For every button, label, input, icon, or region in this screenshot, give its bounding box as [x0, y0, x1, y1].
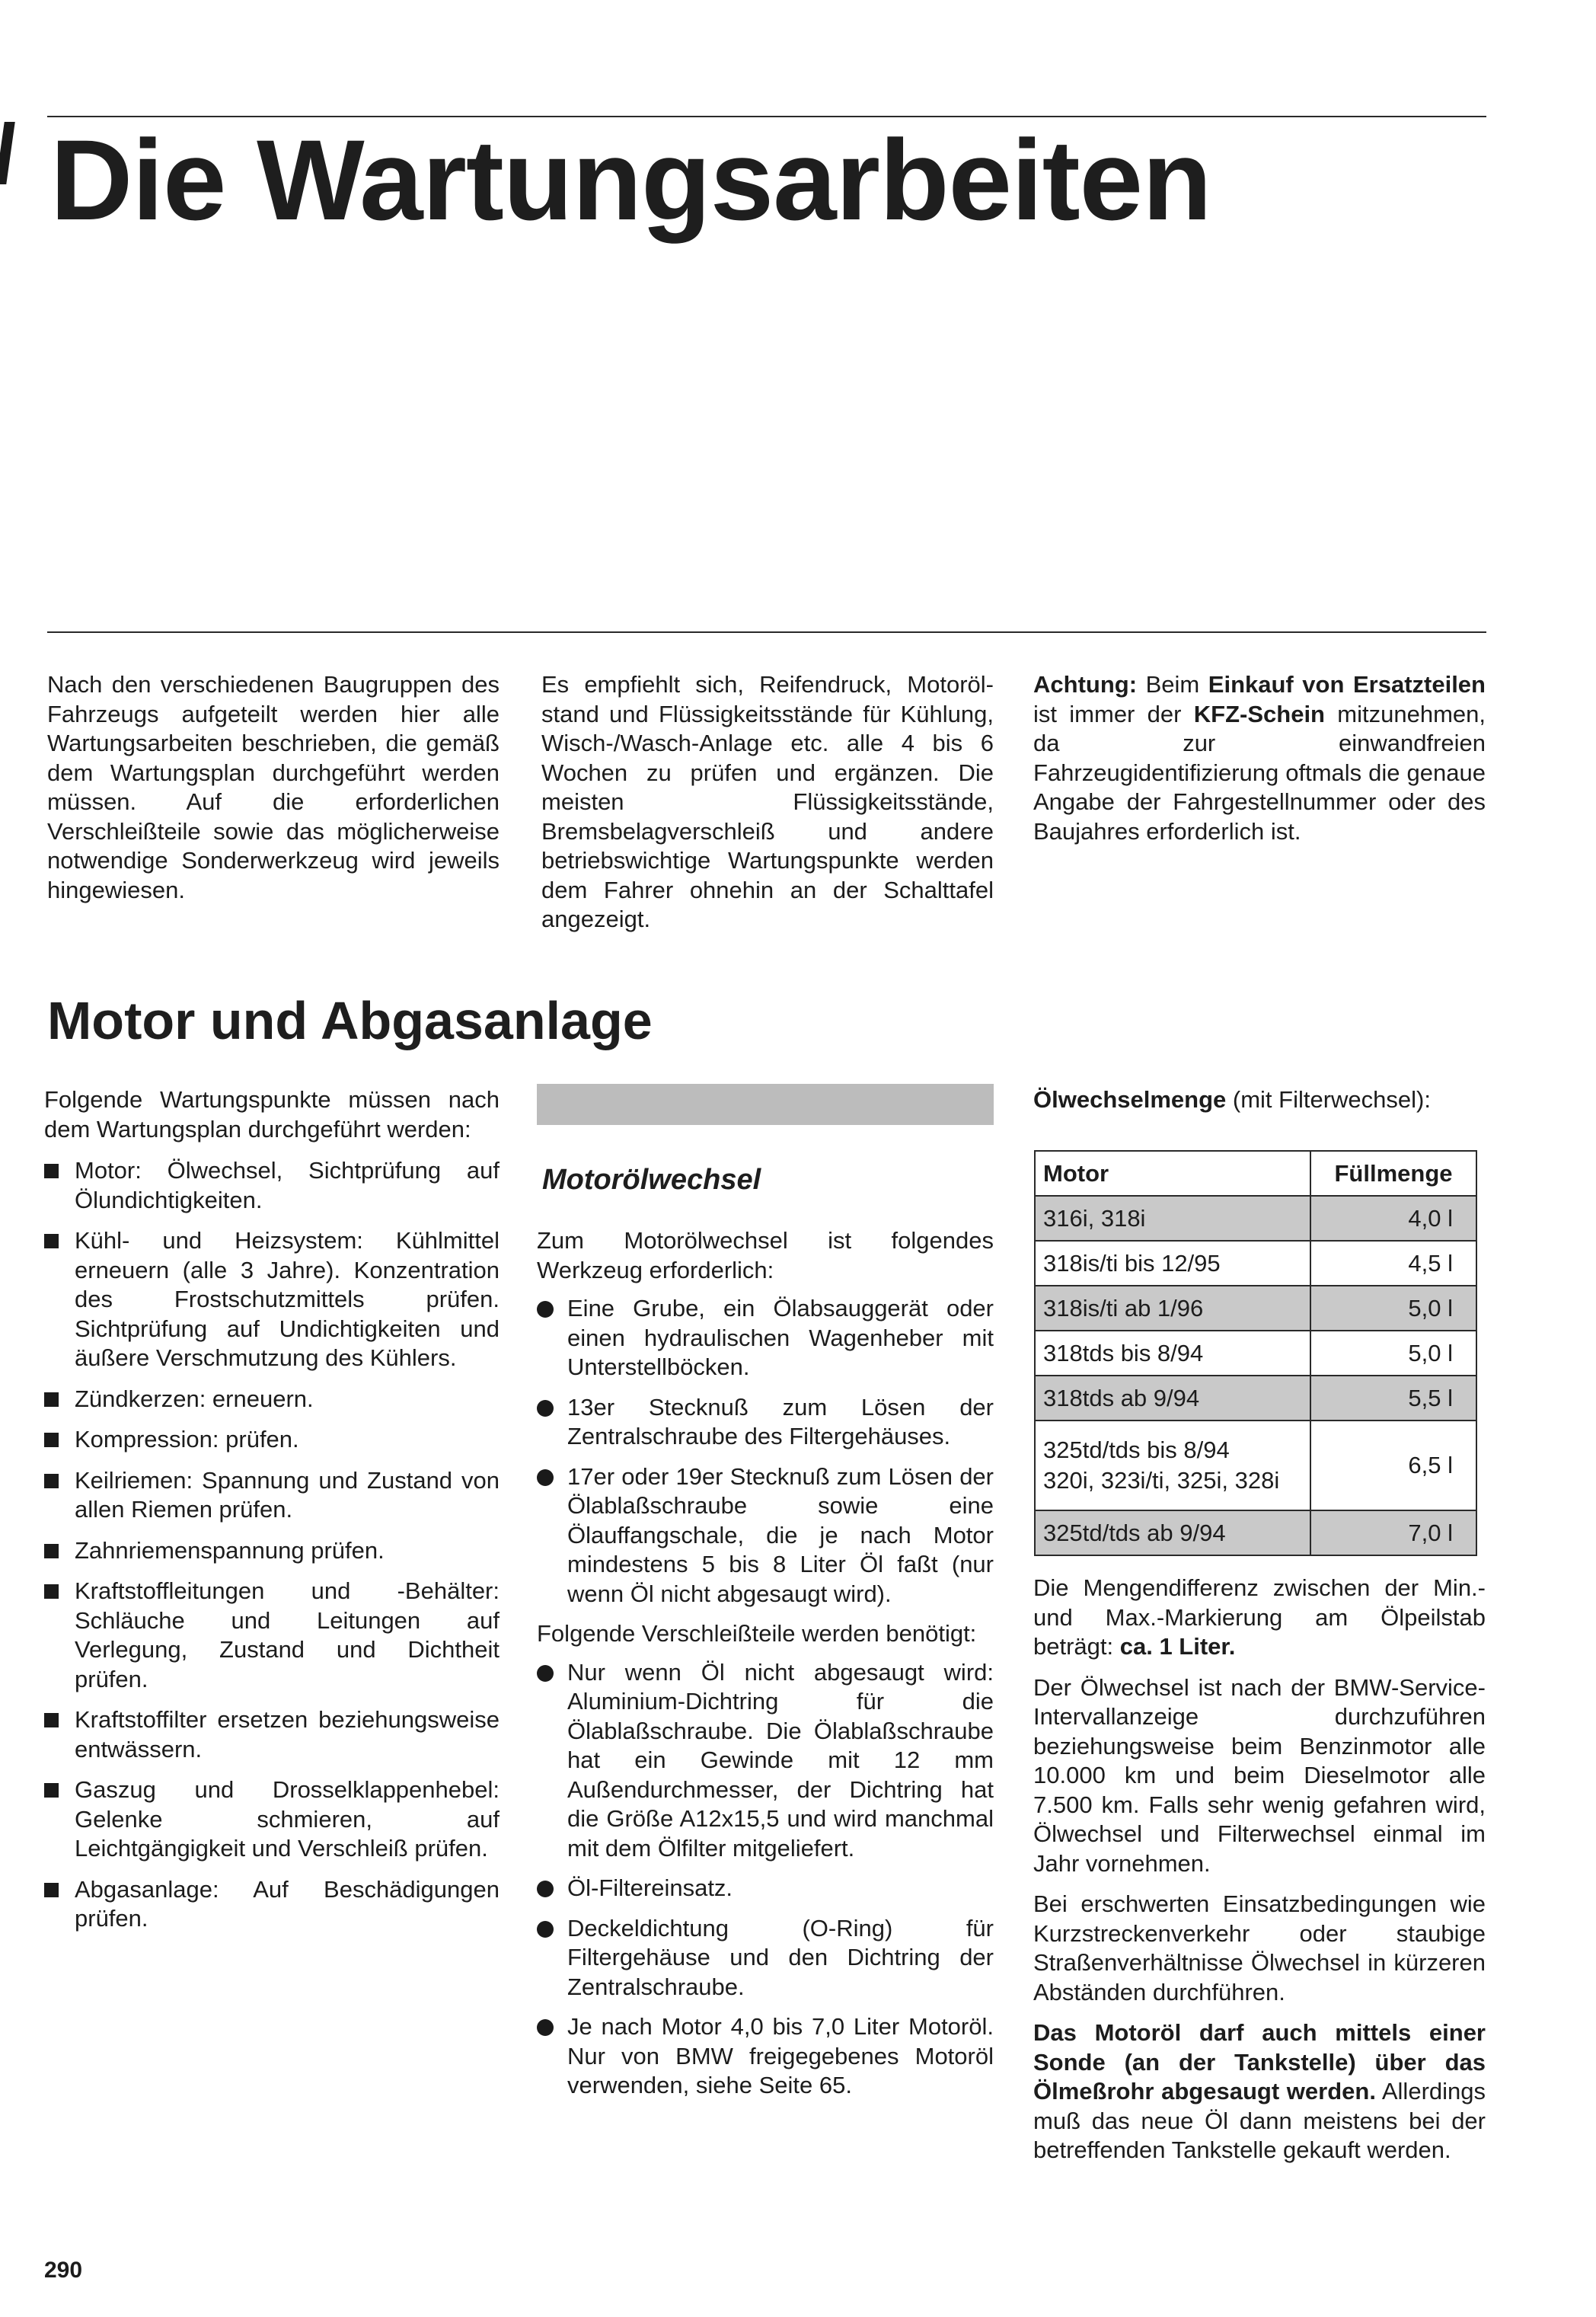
list-item: Motor: Ölwechsel, Sichtprüfung auf Ölundichtigkeiten. [44, 1156, 500, 1215]
table-row: 318is/ti bis 12/95 4,5 l [1035, 1241, 1476, 1286]
section-grey-band [537, 1084, 994, 1125]
list-item: Zahnriemenspannung prüfen. [44, 1536, 500, 1566]
oil-amount-table [1034, 1150, 1477, 1556]
round-bullet-icon [537, 1301, 554, 1318]
round-bullet-icon [537, 1881, 554, 1897]
oil-amount-column [1033, 1085, 1486, 1124]
list-item: Deckeldichtung (O-Ring) für Filtergehäuse und den Dichtring der Zentralschraube. [537, 1914, 994, 2002]
parts-intro: Folgende Verschleißteile werden benötigt: [537, 1620, 977, 1647]
list-item: Nur wenn Öl nicht abgesaugt wird: Aluminium-Dichtring für die Ölablaßschraube. Die Ölablaßschraube hat ein Gewinde mit 12 mm Außendurchmesser, der Dichtring hat die Größe A12x15,5 und wird manchmal mit dem Ölfilter mitgeliefert. [537, 1658, 994, 1864]
oil-amount-heading: Ölwechselmenge (mit Filterwechsel): [1033, 1086, 1431, 1113]
square-bullet-icon [44, 1883, 59, 1897]
square-bullet-icon [44, 1584, 59, 1599]
round-bullet-icon [537, 1400, 554, 1417]
table-row: 316i, 318i 4,0 l [1035, 1196, 1476, 1241]
round-bullet-icon [537, 2019, 554, 2036]
list-item: Kraftstoffleitungen und -Behälter: Schläuche und Leitungen auf Verlegung, Zustand und Dichtheit prüfen. [44, 1577, 500, 1694]
header-motor: Motor [1035, 1151, 1310, 1196]
maintenance-lead: Folgende Wartungspunkte müssen nach dem Wartungsplan durchgeführt werden: [44, 1086, 500, 1143]
interval-note: Der Ölwechsel ist nach der BMW-Service-Intervallanzeige durchzuführen beziehungsweise beim Benzinmotor alle 10.000 km und beim Dieselmotor alle 7.500 km. Falls sehr wenig gefahren wird, Ölwechsel und Filterwechsel einmal im Jahr vornehmen. [1033, 1673, 1486, 1877]
list-item: Je nach Motor 4,0 bis 7,0 Liter Motoröl. Nur von BMW freigegebenes Motoröl verwenden, siehe Seite 65. [537, 2012, 994, 2101]
list-item: 17er oder 19er Stecknuß zum Lösen der Ölablaßschraube sowie eine Ölauffangschale, die je nach Motor mindestens 5 bis 8 Liter Öl faßt (nur wenn Öl nicht abgesaugt wird). [537, 1462, 994, 1609]
oil-notes [1033, 1574, 1486, 2177]
square-bullet-icon [44, 1713, 59, 1727]
achtung-bold-1: Einkauf von Ersatzteilen [1208, 671, 1486, 698]
chapter-marker [0, 122, 15, 184]
page-title: Die Wartungsarbeiten [50, 116, 1211, 244]
list-item: Kraftstoffilter ersetzen beziehungsweise entwässern. [44, 1705, 500, 1764]
level-difference-note: Die Mengendifferenz zwischen der Min.- und Max.-Markierung am Ölpeilstab beträgt: ca. 1 Liter. [1033, 1574, 1486, 1660]
table-row: 325td/tds bis 8/94 320i, 323i/ti, 325i, 328i 6,5 l [1035, 1421, 1476, 1510]
table-header-row [1035, 1151, 1476, 1196]
square-bullet-icon [44, 1544, 59, 1558]
oil-change-column [537, 1226, 994, 2111]
intro-column-2: Es empfiehlt sich, Reifendruck, Motoröl-stand und Flüssigkeitsstände für Kühlung, Wisch-/Wasch-Anlage etc. alle 4 bis 6 Wochen zu prüfen und ergänzen. Die meisten Flüssigkeitsstände, Bremsbelagverschleiß und andere betriebswichtige Wartungspunkte werden dem Fahrer ohnehin an der Schalttafel angezeigt. [541, 671, 994, 932]
intro-column-1: Nach den verschiedenen Baugruppen des Fahrzeugs aufgeteilt werden hier alle Wartungsarbeiten beschrieben, die gemäß dem Wartungsplan durchgeführt werden müssen. Auf die erforderlichen Verschleißteile sowie das möglicherweise notwendige Sonderwerkzeug wird jeweils hingewiesen. [47, 671, 500, 903]
hard-conditions-note: Bei erschwerten Einsatzbedingungen wie Kurzstreckenverkehr oder staubige Straßenverhältnisse Ölwechsel in kürzeren Abständen durchführen. [1033, 1890, 1486, 2005]
table-row: 325td/tds ab 9/94 7,0 l [1035, 1510, 1476, 1555]
square-bullet-icon [44, 1783, 59, 1798]
list-item: Kompression: prüfen. [44, 1425, 500, 1455]
list-item: Gaszug und Drosselklappenhebel: Gelenke schmieren, auf Leichtgängigkeit und Verschleiß prüfen. [44, 1775, 500, 1864]
list-item: Zündkerzen: erneuern. [44, 1385, 500, 1414]
square-bullet-icon [44, 1234, 59, 1248]
list-item: Kühl- und Heizsystem: Kühlmittel erneuern (alle 3 Jahre). Konzentration des Frostschutzmittels prüfen. Sichtprüfung auf Undichtigkeiten und äußere Verschmutzung des Kühlers. [44, 1226, 500, 1373]
section-rule [47, 631, 1486, 633]
achtung-text-2: ist immer der [1033, 700, 1194, 727]
table-row: 318tds bis 8/94 5,0 l [1035, 1331, 1476, 1376]
list-item: Abgasanlage: Auf Beschädigungen prüfen. [44, 1875, 500, 1934]
square-bullet-icon [44, 1474, 59, 1488]
round-bullet-icon [537, 1921, 554, 1938]
table-row: 318is/ti ab 1/96 5,0 l [1035, 1286, 1476, 1331]
square-bullet-icon [44, 1164, 59, 1178]
section-title: Motor und Abgasanlage [47, 991, 653, 1050]
intro-column-3 [1033, 670, 1486, 846]
oil-change-title: Motorölwechsel [542, 1164, 761, 1196]
list-item: 13er Stecknuß zum Lösen der Zentralschraube des Filtergehäuses. [537, 1393, 994, 1452]
maintenance-list [44, 1156, 500, 1934]
square-bullet-icon [44, 1392, 59, 1407]
list-item: Eine Grube, ein Ölabsauggerät oder einen hydraulischen Wagenheber mit Unterstellböcken. [537, 1294, 994, 1382]
maintenance-points-column [44, 1085, 500, 1945]
achtung-bold-2: KFZ-Schein [1193, 700, 1325, 727]
page-number: 290 [44, 2258, 83, 2283]
table-row: 318tds ab 9/94 5,5 l [1035, 1376, 1476, 1421]
parts-list [537, 1658, 994, 2101]
suction-note: Das Motoröl darf auch mittels einer Sonde (an der Tankstelle) über das Ölmeßrohr abgesaugt werden. Allerdings muß das neue Öl dann meistens bei der betreffenden Tankstelle gekauft werden. [1033, 2019, 1486, 2163]
round-bullet-icon [537, 1469, 554, 1486]
tools-intro: Zum Motorölwechsel ist folgendes Werkzeug erforderlich: [537, 1227, 994, 1283]
achtung-text-1: Beim [1137, 671, 1208, 698]
list-item: Keilriemen: Spannung und Zustand von allen Riemen prüfen. [44, 1466, 500, 1525]
square-bullet-icon [44, 1433, 59, 1447]
list-item: Öl-Filtereinsatz. [537, 1874, 994, 1903]
round-bullet-icon [537, 1665, 554, 1682]
tools-list [537, 1294, 994, 1609]
achtung-text-3: mitzunehmen, da zur einwandfreien Fahrzeugidentifizierung oftmals die genaue Angabe der Fahrgestellnummer oder des Baujahres erforderlich ist. [1033, 700, 1486, 845]
achtung-label: Achtung: [1033, 671, 1138, 698]
header-amount: Füllmenge [1310, 1151, 1476, 1196]
